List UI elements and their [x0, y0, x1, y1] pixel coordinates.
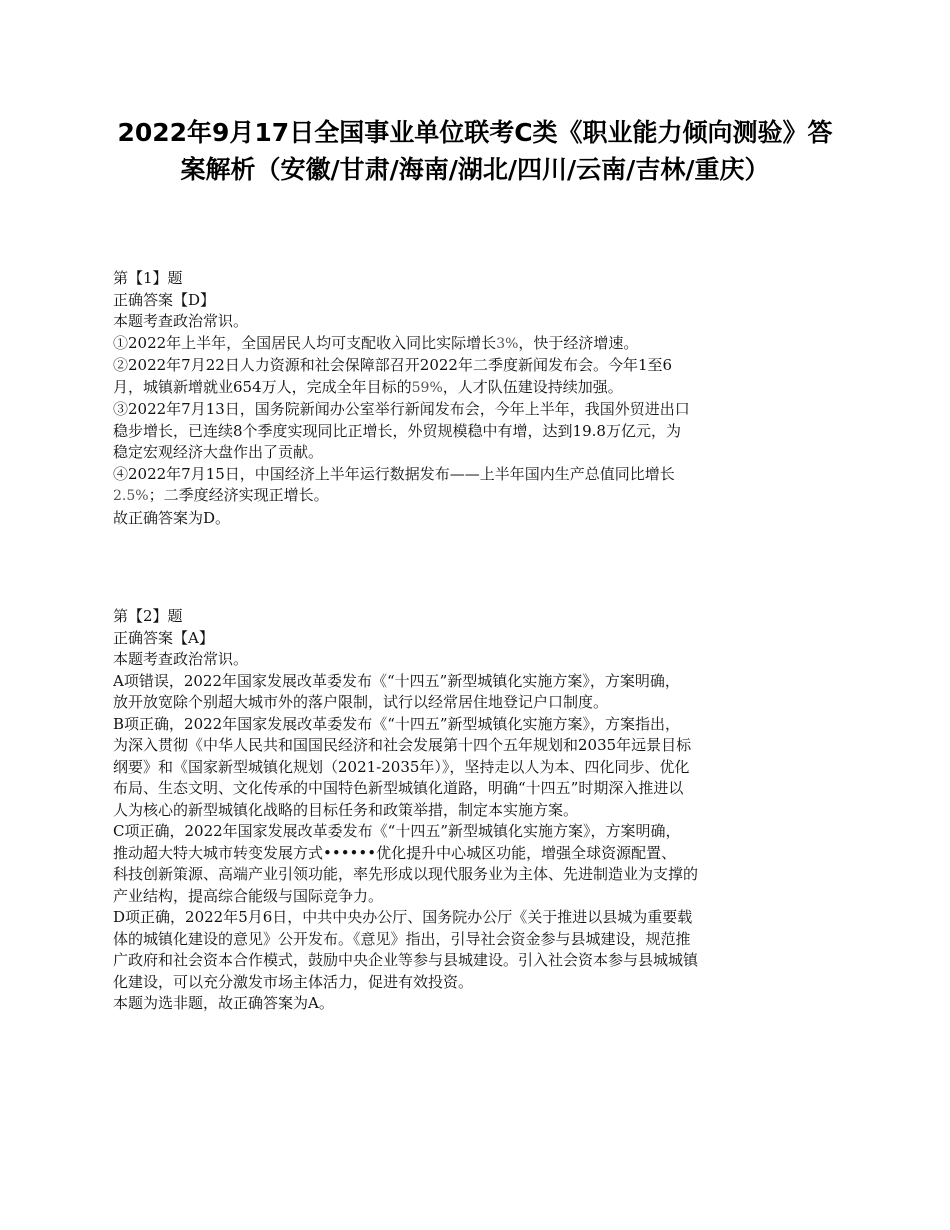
- option-c-line-2: 推动超大特大城市转变发展方式••••••优化提升中心城区功能，增强全球资源配置、: [113, 843, 677, 862]
- item-4-percent: 2.5%: [113, 488, 149, 504]
- question-2-topic: 本题考查政治常识。: [113, 650, 249, 668]
- option-d-line-3: 广政府和社会资本合作模式，鼓励中央企业等参与县城建设。引入社会资本参与县城城镇: [113, 951, 699, 969]
- question-2-answer: 正确答案【A】: [113, 628, 214, 647]
- option-d-line-2: 体的城镇化建设的意见》公开发布。《意见》指出，引导社会资金参与县城建设，规范推: [113, 929, 691, 948]
- option-c-line-4: 产业结构，提高综合能级与国际竞争力。: [113, 886, 384, 905]
- option-c-line-3: 科技创新策源、高端产业引领功能，率先形成以现代服务业为主体、先进制造业为支撑的: [113, 865, 699, 883]
- question-1-item-3-line-1: ③2022年7月13日，国务院新闻办公室举行新闻发布会，今年上半年，我国外贸进出口: [113, 400, 690, 418]
- question-1-item-1: [113, 333, 848, 356]
- item-2-text-b: ，人才队伍建设持续加强。: [442, 377, 623, 396]
- option-b-line-5: 人为核心的新型城镇化战略的目标任务和政策举措，制定本实施方案。: [113, 800, 579, 819]
- question-2-section: [113, 606, 848, 1015]
- question-1-item-4-line-2: [113, 485, 848, 508]
- question-1-answer: 正确答案【D】: [113, 290, 216, 309]
- question-1-item-2-line-1: ②2022年7月22日人力资源和社会保障部召开2022年二季度新闻发布会。今年1至6: [113, 356, 673, 374]
- question-1-item-2-line-2: [113, 377, 848, 400]
- option-b-line-1: B项正确，2022年国家发展改革委发布《“十四五”新型城镇化实施方案》，方案指出，: [113, 714, 681, 733]
- item-1-percent: 3%: [496, 335, 519, 352]
- option-b-line-3: 纲要》和《国家新型城镇化规划（2021-2035年）》，坚持走以人为本、四化同步、优化: [113, 757, 690, 776]
- document-title: 2022年9月17日全国事业单位联考C类《职业能力倾向测验》答案解析（安徽/甘肃/海南/湖北/四川/云南/吉林/重庆）: [117, 118, 833, 184]
- option-d-line-1: D项正确，2022年5月6日，中共中央办公厅、国务院办公厅《关于推进以县城为重要载: [113, 908, 693, 926]
- item-2-text-a: 月，城镇新增就业654万人，完成全年目标的: [113, 377, 412, 396]
- question-1-item-4-line-1: ④2022年7月15日，中国经济上半年运行数据发布——上半年国内生产总值同比增长: [113, 464, 675, 483]
- option-b-line-4: 布局、生态文明、文化传承的中国特色新型城镇化道路，明确“十四五”时期深入推进以: [113, 779, 684, 797]
- question-2-heading: 第【2】题: [113, 607, 183, 625]
- question-1-heading: 第【1】题: [113, 269, 183, 287]
- question-1-topic: 本题考查政治常识。: [113, 312, 249, 330]
- option-c-line-1: C项正确，2022年国家发展改革委发布《“十四五”新型城镇化实施方案》，方案明确，: [113, 822, 681, 840]
- item-2-percent: 59%: [411, 379, 443, 396]
- option-a-line-1: A项错误，2022年国家发展改革委发布《“十四五”新型城镇化实施方案》，方案明确，: [113, 671, 680, 690]
- option-d-line-4: 化建设，可以充分激发市场主体活力，促进有效投资。: [113, 972, 474, 991]
- question-1-item-3-line-2: 稳步增长，已连续8个季度实现同比正增长，外贸规模稳中有增，达到19.8万亿元，为: [113, 421, 681, 440]
- question-1-conclusion: 故正确答案为D。: [113, 508, 231, 527]
- item-1-text-b: ，快于经济增速。: [518, 333, 639, 352]
- question-1-section: [113, 268, 848, 529]
- question-2-conclusion: 本题为选非题，故正确答案为A。: [113, 994, 334, 1012]
- option-b-line-2: 为深入贯彻《中华人民共和国国民经济和社会发展第十四个五年规划和2035年远景目标: [113, 736, 692, 754]
- question-1-item-3-line-3: 稳定宏观经济大盘作出了贡献。: [113, 443, 324, 461]
- item-4-text: ；二季度经济实现正增长。: [148, 486, 329, 504]
- item-1-text-a: ①2022年上半年，全国居民人均可支配收入同比实际增长: [113, 333, 497, 352]
- option-a-line-2: 放开放宽除个别超大城市外的落户限制，试行以经常居住地登记户口制度。: [113, 693, 609, 711]
